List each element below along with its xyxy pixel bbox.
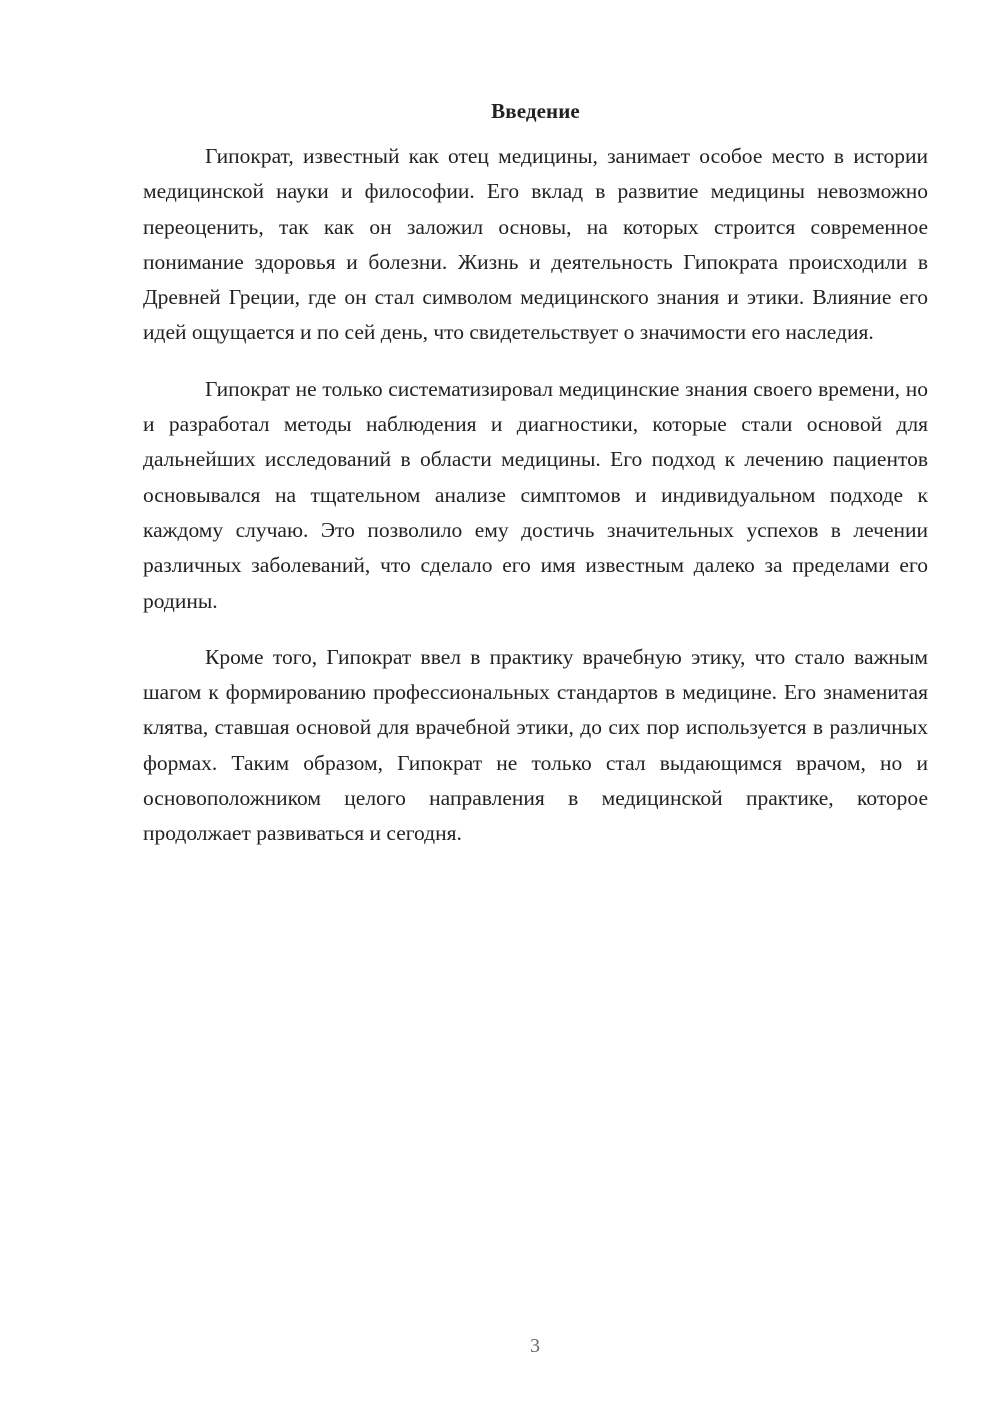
paragraph-3: Кроме того, Гипократ ввел в практику врачебную этику, что стало важным шагом к формированию профессиональных стандартов в медицине. Его знаменитая клятва, ставшая основой для врачебной этики, до сих пор используется в различных формах. Таким образом, Гипократ не только стал выдающимся врачом, но и основоположником целого направления в медицинской практике, которое продолжает развиваться и сегодня. xyxy=(143,644,928,846)
page-number: 3 xyxy=(530,1335,540,1357)
page-content xyxy=(143,96,928,852)
section-heading: Введение xyxy=(491,99,580,123)
paragraph-1: Гипократ, известный как отец медицины, занимает особое место в истории медицинской науки и философии. Его вклад в развитие медицины невозможно переоценить, так как он заложил основы, на которых строится современное понимание здоровья и болезни. Жизнь и деятельность Гипократа происходили в Древней Греции, где он стал символом медицинского знания и этики. Влияние его идей ощущается и по сей день, что свидетельствует о значимости его наследия. xyxy=(143,144,928,345)
paragraph-2: Гипократ не только систематизировал медицинские знания своего времени, но и разработал методы наблюдения и диагностики, которые стали основой для дальнейших исследований в области медицины. Его подход к лечению пациентов основывался на тщательном анализе симптомов и индивидуальном подходе к каждому случаю. Это позволило ему достичь значительных успехов в лечении различных заболеваний, что сделало его имя известным далеко за пределами его родины. xyxy=(143,376,928,613)
